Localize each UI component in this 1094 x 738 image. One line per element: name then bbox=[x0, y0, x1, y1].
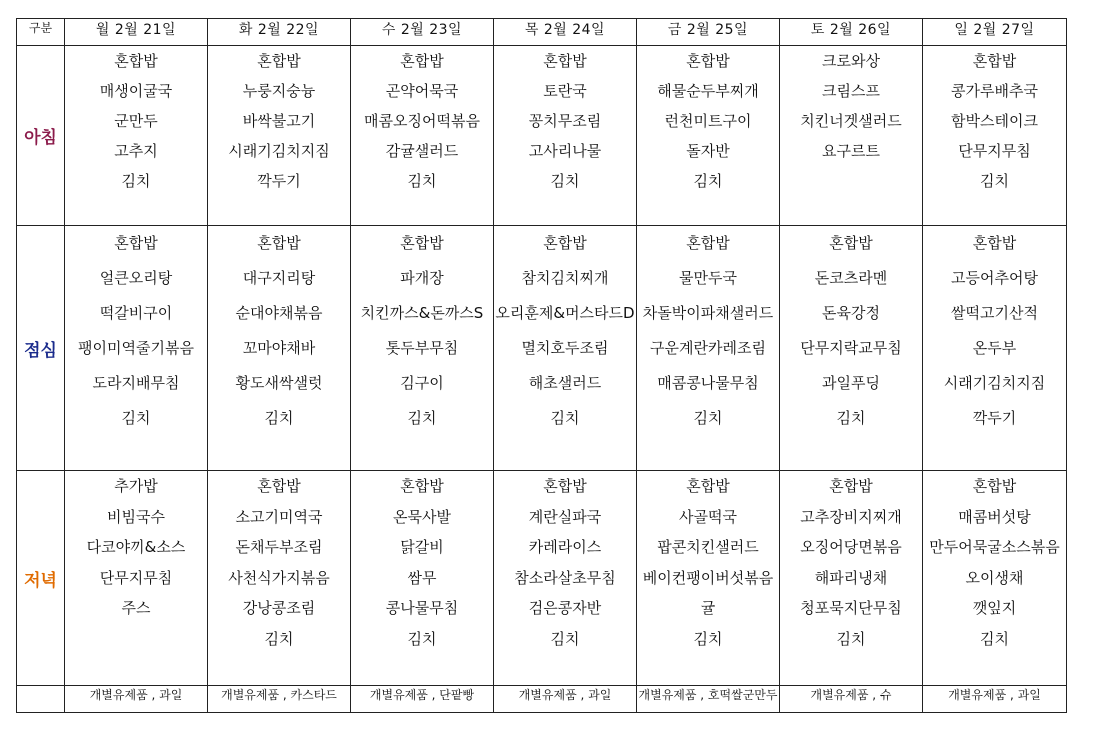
menu-item: 톳두부무침 bbox=[385, 339, 459, 357]
menu-item: 혼합밥 bbox=[400, 477, 444, 495]
snack-cell: 개별유제품 , 호떡쌀군만두 bbox=[637, 686, 780, 713]
menu-cell bbox=[65, 471, 208, 686]
menu-item: 고추지 bbox=[114, 142, 158, 160]
menu-item: 해물순두부찌개 bbox=[657, 82, 759, 100]
menu-item: 혼합밥 bbox=[257, 52, 301, 70]
menu-item: 매콤버섯탕 bbox=[958, 507, 1031, 526]
menu-item: 혼합밥 bbox=[543, 234, 587, 252]
snack-cell: 개별유제품 , 카스타드 bbox=[208, 686, 351, 713]
menu-item: 단무지무침 bbox=[958, 142, 1031, 160]
menu-item: 혼합밥 bbox=[829, 477, 873, 495]
menu-cell bbox=[351, 226, 494, 471]
menu-item: 콩가루배추국 bbox=[951, 82, 1038, 100]
menu-item: 콩나물무침 bbox=[385, 599, 459, 617]
menu-item: 고등어추어탕 bbox=[951, 269, 1038, 287]
menu-item: 김치 bbox=[407, 172, 437, 190]
menu-item: 떡갈비구이 bbox=[99, 304, 173, 322]
menu-item: 돈채두부조림 bbox=[235, 538, 323, 556]
snack-cell: 개별유제품 , 과일 bbox=[923, 686, 1067, 713]
day-header-sun: 일 2월 27일 bbox=[923, 19, 1067, 46]
menu-item: 파개장 bbox=[400, 269, 444, 287]
menu-cell bbox=[494, 226, 637, 471]
menu-item: 김구이 bbox=[400, 374, 444, 392]
menu-item: 추가밥 bbox=[114, 477, 158, 495]
lunch-label: 점심 bbox=[17, 226, 65, 471]
menu-item: 혼합밥 bbox=[829, 234, 873, 252]
snack-cell: 개별유제품 , 슈 bbox=[780, 686, 923, 713]
snack-label-empty bbox=[17, 686, 65, 713]
menu-item: 사천식가지볶음 bbox=[228, 568, 330, 587]
menu-cell bbox=[780, 471, 923, 686]
menu-item: 꽁치무조림 bbox=[528, 112, 602, 130]
menu-item: 김치 bbox=[121, 409, 151, 427]
menu-cell bbox=[637, 226, 780, 471]
menu-item: 요구르트 bbox=[822, 142, 880, 160]
menu-item: 혼합밥 bbox=[972, 234, 1017, 252]
menu-item: 카레라이스 bbox=[528, 538, 602, 556]
menu-item: 김치 bbox=[550, 172, 580, 190]
menu-item: 감귤샐러드 bbox=[385, 142, 459, 160]
menu-cell bbox=[351, 46, 494, 226]
day-header-tue: 화 2월 22일 bbox=[208, 19, 351, 46]
menu-item: 매콤콩나물무침 bbox=[657, 374, 759, 392]
menu-item: 참소라살초무침 bbox=[514, 568, 616, 587]
menu-cell bbox=[208, 471, 351, 686]
menu-item: 혼합밥 bbox=[257, 234, 301, 252]
menu-item: 꼬마야채바 bbox=[242, 339, 316, 357]
weekly-menu-table bbox=[16, 18, 1067, 713]
menu-item: 강낭콩조림 bbox=[242, 599, 316, 617]
dinner-label: 저녁 bbox=[17, 471, 65, 686]
menu-item: 팝콘치킨샐러드 bbox=[657, 538, 759, 556]
menu-item: 혼합밥 bbox=[257, 477, 301, 495]
menu-item: 혼합밥 bbox=[686, 52, 730, 70]
menu-item: 닭갈비 bbox=[400, 538, 444, 556]
menu-item: 해파리냉채 bbox=[814, 568, 888, 587]
snack-cell: 개별유제품 , 과일 bbox=[65, 686, 208, 713]
menu-item: 단무지무침 bbox=[99, 568, 173, 587]
menu-item: 김치 bbox=[407, 629, 437, 648]
menu-item: 토란국 bbox=[543, 82, 587, 100]
menu-item: 멸치호두조림 bbox=[521, 339, 609, 357]
menu-cell bbox=[65, 46, 208, 226]
day-header-mon: 월 2월 21일 bbox=[65, 19, 208, 46]
menu-item: 혼합밥 bbox=[543, 477, 587, 495]
menu-item: 김치 bbox=[693, 409, 723, 427]
menu-cell bbox=[208, 46, 351, 226]
menu-item: 누룽지숭늉 bbox=[242, 82, 316, 100]
header-row bbox=[17, 19, 1067, 46]
menu-item: 과일푸딩 bbox=[822, 374, 880, 392]
day-header-thu: 목 2월 24일 bbox=[494, 19, 637, 46]
menu-item: 돌자반 bbox=[686, 142, 730, 160]
menu-item: 순대야채볶음 bbox=[235, 304, 323, 322]
menu-item: 크림스프 bbox=[822, 82, 880, 100]
menu-item: 고사리나물 bbox=[528, 142, 602, 160]
menu-cell bbox=[923, 46, 1067, 226]
menu-item: 크로와상 bbox=[822, 52, 880, 70]
menu-cell bbox=[923, 471, 1067, 686]
menu-item: 베이컨팽이버섯볶음 bbox=[642, 568, 774, 587]
day-header-fri: 금 2월 25일 bbox=[637, 19, 780, 46]
menu-item: 청포묵지단무침 bbox=[800, 599, 902, 617]
menu-item: 도라지배무침 bbox=[92, 374, 180, 392]
day-header-wed: 수 2월 23일 bbox=[351, 19, 494, 46]
menu-item: 시래기김치지짐 bbox=[943, 374, 1046, 392]
menu-cell bbox=[637, 46, 780, 226]
menu-item: 김치 bbox=[550, 409, 580, 427]
menu-item: 주스 bbox=[121, 599, 151, 617]
snack-row bbox=[17, 686, 1067, 713]
menu-item: 김치 bbox=[264, 409, 294, 427]
menu-item: 만두어묵굴소스볶음 bbox=[929, 538, 1060, 556]
breakfast-label: 아침 bbox=[17, 46, 65, 226]
menu-item: 곤약어묵국 bbox=[385, 82, 459, 100]
menu-item: 매생이굴국 bbox=[99, 82, 173, 100]
menu-cell bbox=[923, 226, 1067, 471]
menu-item: 혼합밥 bbox=[114, 52, 158, 70]
menu-item: 시래기김치지짐 bbox=[228, 142, 330, 160]
menu-cell bbox=[494, 46, 637, 226]
snack-cell: 개별유제품 , 단팥빵 bbox=[351, 686, 494, 713]
menu-item: 팽이미역줄기볶음 bbox=[78, 339, 194, 357]
menu-item: 함박스테이크 bbox=[951, 112, 1038, 130]
lunch-row bbox=[17, 226, 1067, 471]
menu-item: 참치김치찌개 bbox=[521, 269, 609, 287]
menu-item: 런천미트구이 bbox=[664, 112, 752, 130]
menu-item: 바싹불고기 bbox=[242, 112, 316, 130]
menu-item: 쌀떡고기산적 bbox=[951, 304, 1038, 322]
menu-cell bbox=[351, 471, 494, 686]
menu-item: 혼합밥 bbox=[114, 234, 158, 252]
menu-item: 김치 bbox=[693, 629, 723, 648]
menu-item: 김치 bbox=[264, 629, 294, 648]
menu-item: 해초샐러드 bbox=[528, 374, 602, 392]
menu-item: 단무지락교무침 bbox=[800, 339, 902, 357]
menu-item: 깻잎지 bbox=[972, 599, 1017, 617]
menu-cell bbox=[780, 226, 923, 471]
menu-item: 김치 bbox=[836, 409, 866, 427]
menu-item: 김치 bbox=[121, 172, 151, 190]
menu-item: 물만두국 bbox=[679, 269, 737, 287]
header-corner: 구분 bbox=[17, 19, 65, 46]
menu-item: 돈코츠라멘 bbox=[814, 269, 888, 287]
menu-item: 혼합밥 bbox=[686, 477, 730, 495]
menu-item: 돈육강정 bbox=[822, 304, 880, 322]
menu-item: 쌈무 bbox=[407, 568, 437, 587]
menu-item: 혼합밥 bbox=[972, 52, 1017, 70]
snack-cell: 개별유제품 , 과일 bbox=[494, 686, 637, 713]
menu-item: 혼합밥 bbox=[400, 52, 444, 70]
menu-item: 깍두기 bbox=[972, 409, 1017, 427]
menu-item: 혼합밥 bbox=[543, 52, 587, 70]
menu-item: 치킨까스&돈까스S bbox=[360, 304, 484, 322]
menu-cell bbox=[65, 226, 208, 471]
menu-item: 비빔국수 bbox=[107, 507, 165, 526]
menu-item: 김치 bbox=[407, 409, 437, 427]
menu-item: 김치 bbox=[693, 172, 723, 190]
menu-item: 김치 bbox=[980, 629, 1009, 648]
menu-item: 오이생채 bbox=[965, 568, 1024, 587]
menu-cell bbox=[494, 471, 637, 686]
menu-item: 소고기미역국 bbox=[235, 507, 323, 526]
menu-item: 군만두 bbox=[114, 112, 158, 130]
menu-item: 차돌박이파채샐러드 bbox=[642, 304, 774, 322]
menu-item: 혼합밥 bbox=[972, 477, 1017, 495]
menu-cell bbox=[208, 226, 351, 471]
menu-item: 매콤오징어떡볶음 bbox=[364, 112, 480, 130]
menu-item: 치킨너겟샐러드 bbox=[800, 112, 902, 130]
dinner-row bbox=[17, 471, 1067, 686]
menu-item: 혼합밥 bbox=[686, 234, 730, 252]
menu-item: 사골떡국 bbox=[679, 507, 737, 526]
menu-item: 김치 bbox=[980, 172, 1009, 190]
menu-item: 다코야끼&소스 bbox=[86, 538, 186, 556]
menu-item: 김치 bbox=[836, 629, 866, 648]
breakfast-row bbox=[17, 46, 1067, 226]
menu-item: 온두부 bbox=[972, 339, 1017, 357]
menu-item: 얼큰오리탕 bbox=[99, 269, 173, 287]
menu-item: 검은콩자반 bbox=[528, 599, 602, 617]
menu-item: 구운계란카레조림 bbox=[650, 339, 766, 357]
menu-item: 혼합밥 bbox=[400, 234, 444, 252]
menu-cell bbox=[637, 471, 780, 686]
menu-item: 대구지리탕 bbox=[242, 269, 316, 287]
day-header-sat: 토 2월 26일 bbox=[780, 19, 923, 46]
menu-item: 깍두기 bbox=[257, 172, 301, 190]
menu-item: 김치 bbox=[550, 629, 580, 648]
menu-item: 계란실파국 bbox=[528, 507, 602, 526]
menu-item: 고추장비지찌개 bbox=[800, 507, 902, 526]
menu-item: 귤 bbox=[700, 599, 716, 617]
menu-item: 온묵사발 bbox=[393, 507, 451, 526]
menu-item: 황도새싹샐럿 bbox=[235, 374, 323, 392]
menu-cell bbox=[780, 46, 923, 226]
menu-item: 오리훈제&머스타드D bbox=[495, 304, 635, 322]
menu-item: 오징어당면볶음 bbox=[800, 538, 902, 556]
